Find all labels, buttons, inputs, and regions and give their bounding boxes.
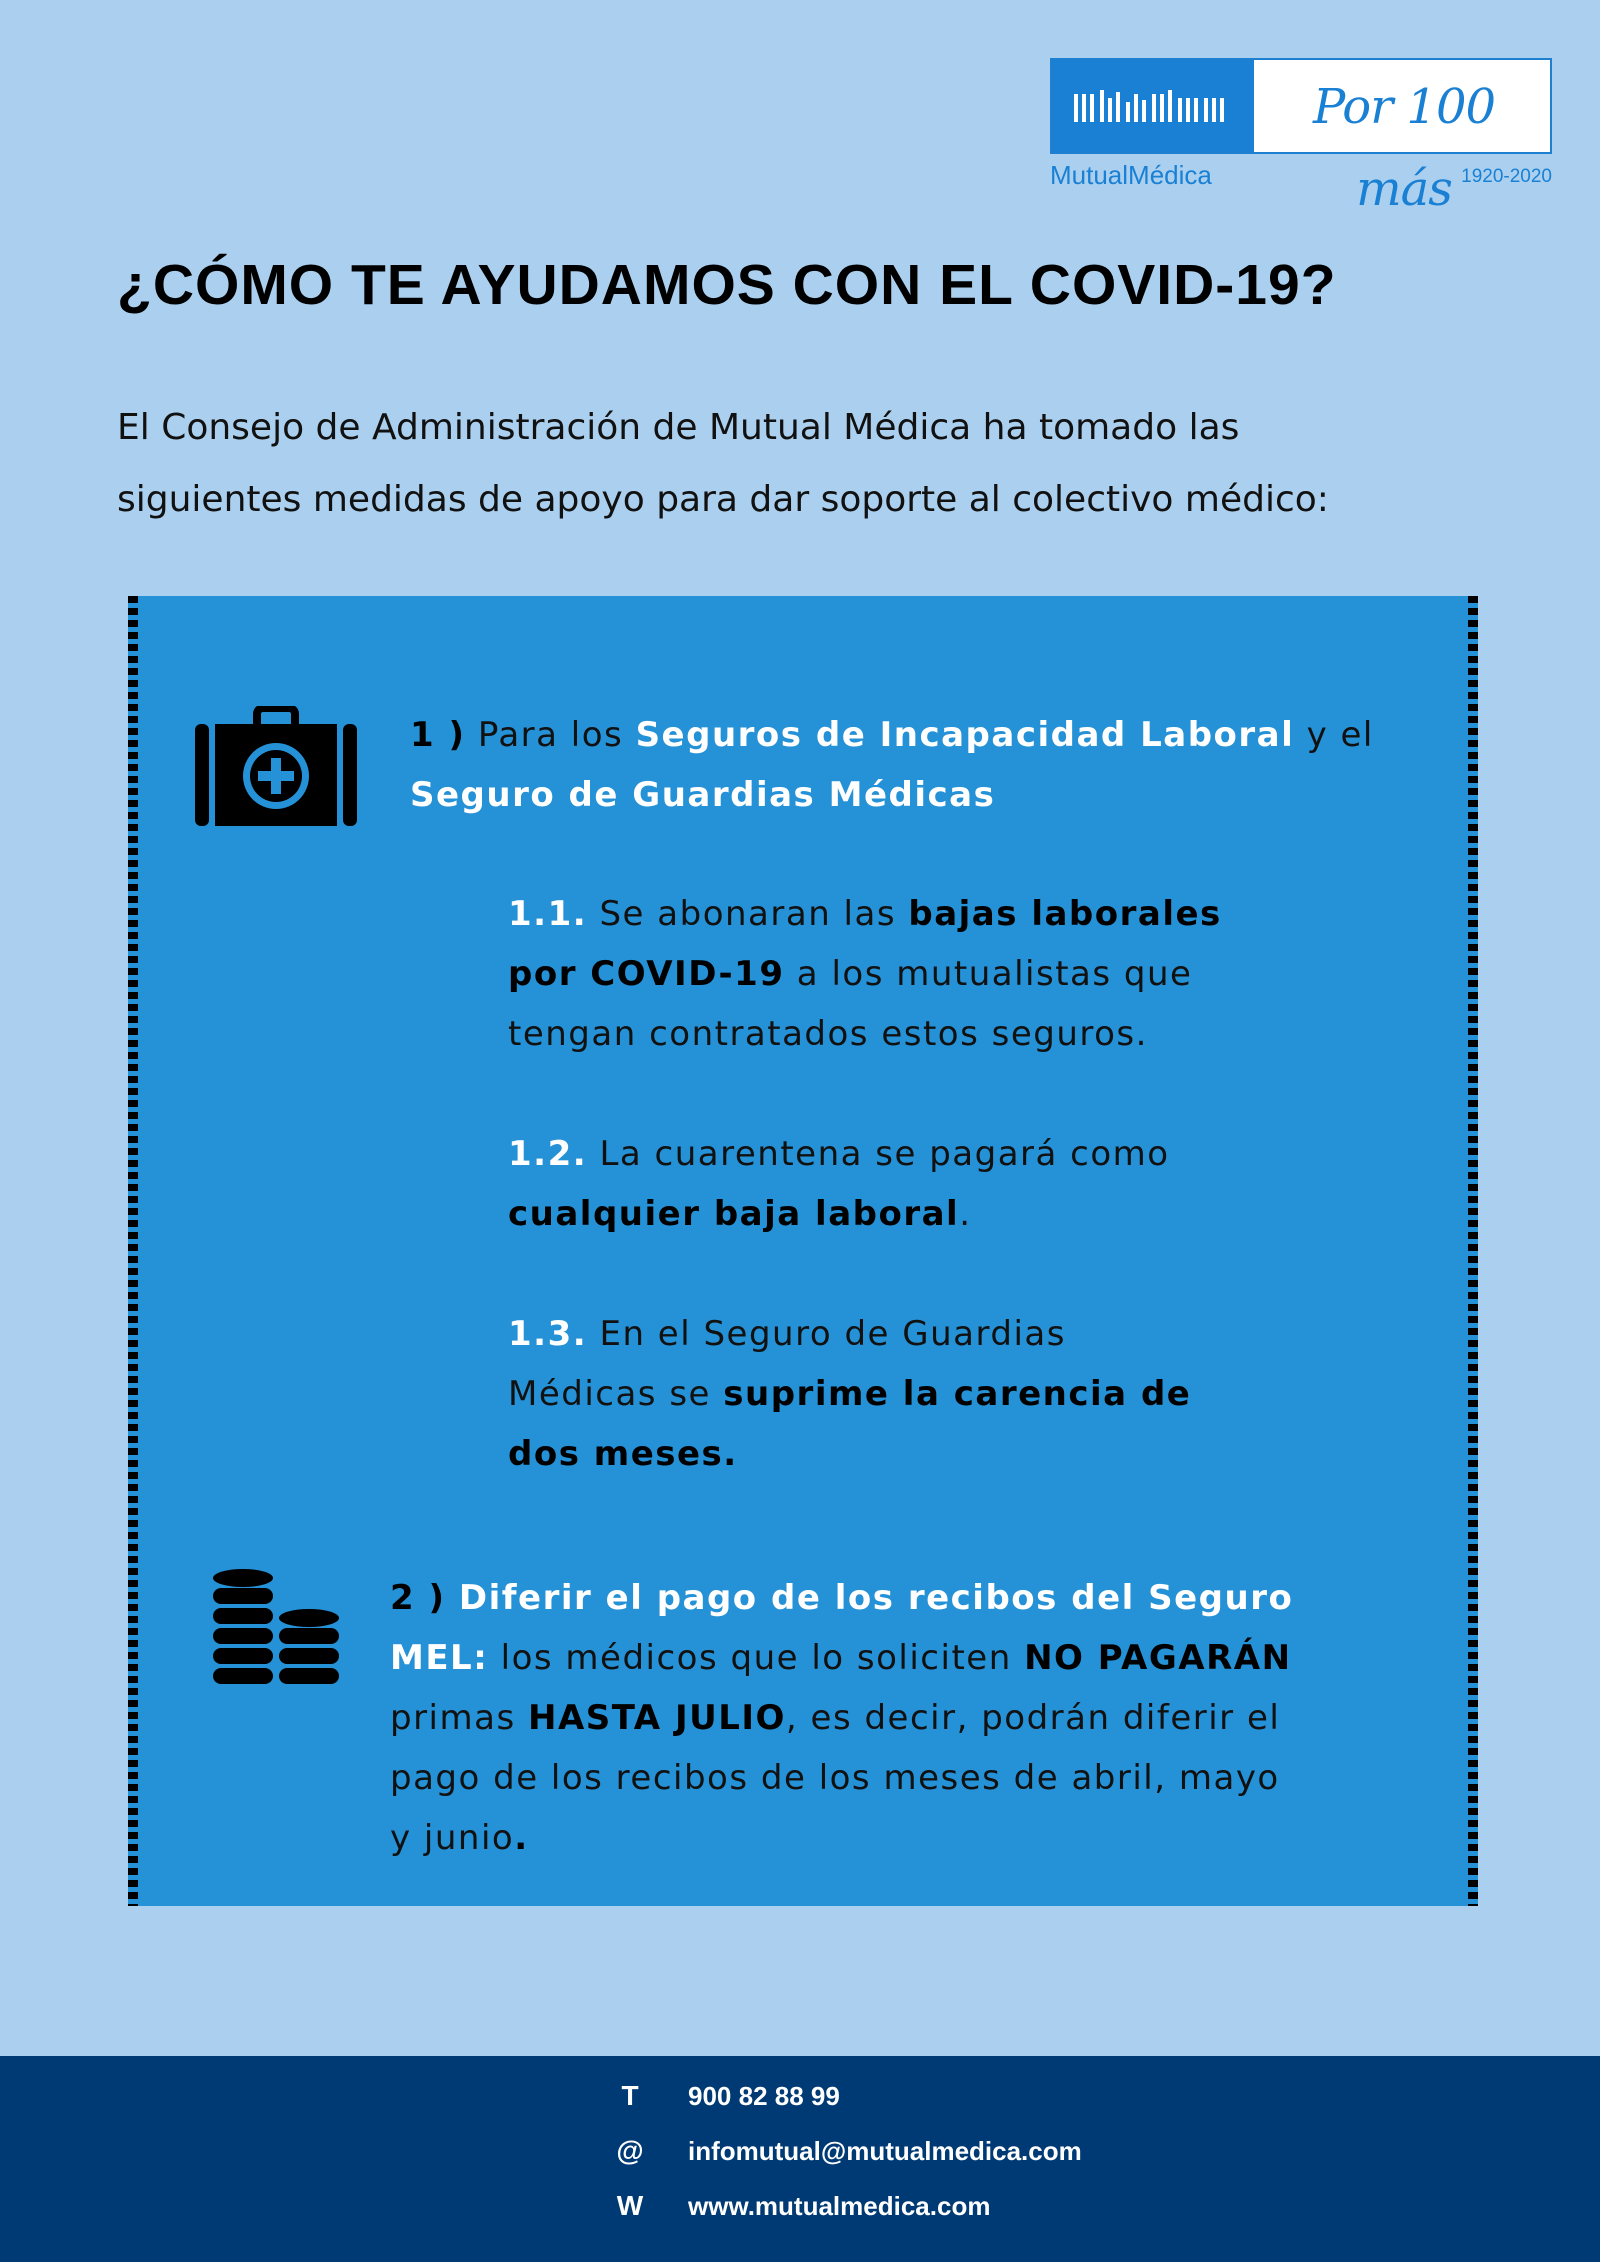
item-1-2-end: . — [959, 1194, 972, 1234]
section-1-number: 1 ) — [410, 715, 466, 755]
item-1-1-rest-2: tengan contratados estos seguros. — [508, 1014, 1148, 1054]
intro-line-2: siguientes medidas de apoyo para dar soporte al colectivo médico: — [117, 479, 1329, 520]
section-2-text-2: primas — [390, 1698, 528, 1738]
item-1-3-number: 1.3. — [508, 1314, 588, 1354]
email-icon: @ — [616, 2135, 644, 2166]
contact-phone[interactable] — [610, 2080, 840, 2112]
section-2-text-1: los médicos que lo soliciten — [488, 1638, 1025, 1678]
phone-number[interactable]: 900 82 88 99 — [688, 2080, 840, 2111]
contact-email[interactable] — [610, 2135, 1082, 2167]
section-2-hasta-julio: HASTA JULIO — [527, 1698, 786, 1738]
section-1-pre: Para los — [465, 715, 636, 755]
web-icon: W — [616, 2190, 644, 2221]
item-1-3-pre-2: Médicas se — [508, 1374, 724, 1414]
item-1-3-bold-1: suprime la carencia de — [723, 1374, 1192, 1414]
item-1-3-text — [508, 1304, 1288, 1484]
logo-script: Por 100 más — [1312, 79, 1496, 217]
item-1-1-bold-2: por COVID-19 — [508, 954, 785, 994]
section-2-no-pagaran: NO PAGARÁN — [1024, 1638, 1292, 1678]
medical-kit-icon — [195, 706, 357, 826]
coins-icon — [210, 1568, 342, 1698]
item-1-1-number: 1.1. — [508, 894, 588, 934]
contact-web[interactable] — [610, 2190, 990, 2222]
section-2-text-5: y junio — [390, 1818, 515, 1858]
section-2-heading-1: Diferir el pago de los recibos del Seguro — [445, 1578, 1294, 1618]
page-title: ¿CÓMO TE AYUDAMOS CON EL COVID-19? — [117, 253, 1337, 317]
logo-name: MutualMédica — [1050, 160, 1212, 190]
item-1-2-bold: cualquier baja laboral — [508, 1194, 960, 1234]
phone-icon: T — [621, 2080, 639, 2111]
section-1-guardias: Seguro de Guardias Médicas — [410, 775, 996, 815]
item-1-3-bold-2: dos meses. — [508, 1434, 738, 1474]
email-address[interactable]: infomutual@mutualmedica.com — [688, 2135, 1082, 2166]
intro-line-1: El Consejo de Administración de Mutual Médica ha tomado las — [117, 407, 1240, 448]
intro-paragraph — [117, 392, 1497, 536]
item-1-2-text — [508, 1124, 1288, 1244]
logo — [1050, 58, 1552, 217]
item-1-1-rest-1: a los mutualistas que — [784, 954, 1193, 994]
section-1-seguros: Seguros de Incapacidad Laboral — [635, 715, 1295, 755]
item-1-1-pre: Se abonaran las — [587, 894, 909, 934]
section-1-mid: y el — [1294, 715, 1374, 755]
section-2-text — [390, 1568, 1400, 1868]
section-2-text-4: pago de los recibos de los meses de abril, mayo — [390, 1758, 1280, 1798]
logo-barcode-icon — [1074, 88, 1234, 124]
logo-mark — [1052, 60, 1254, 152]
item-1-2-pre: La cuarentena se pagará como — [587, 1134, 1170, 1174]
web-address[interactable]: www.mutualmedica.com — [688, 2190, 991, 2221]
item-1-3-pre: En el Seguro de Guardias — [587, 1314, 1066, 1354]
section-2-number: 2 ) — [390, 1578, 446, 1618]
section-2-text-3: , es decir, podrán diferir el — [785, 1698, 1281, 1738]
logo-years: 1920-2020 — [1461, 166, 1552, 187]
section-1-text — [410, 705, 1410, 825]
item-1-1-text — [508, 884, 1288, 1064]
section-2-heading-2: MEL: — [390, 1638, 489, 1678]
section-2-end: . — [514, 1818, 529, 1858]
item-1-1-bold-1: bajas laborales — [908, 894, 1222, 934]
item-1-2-number: 1.2. — [508, 1134, 588, 1174]
